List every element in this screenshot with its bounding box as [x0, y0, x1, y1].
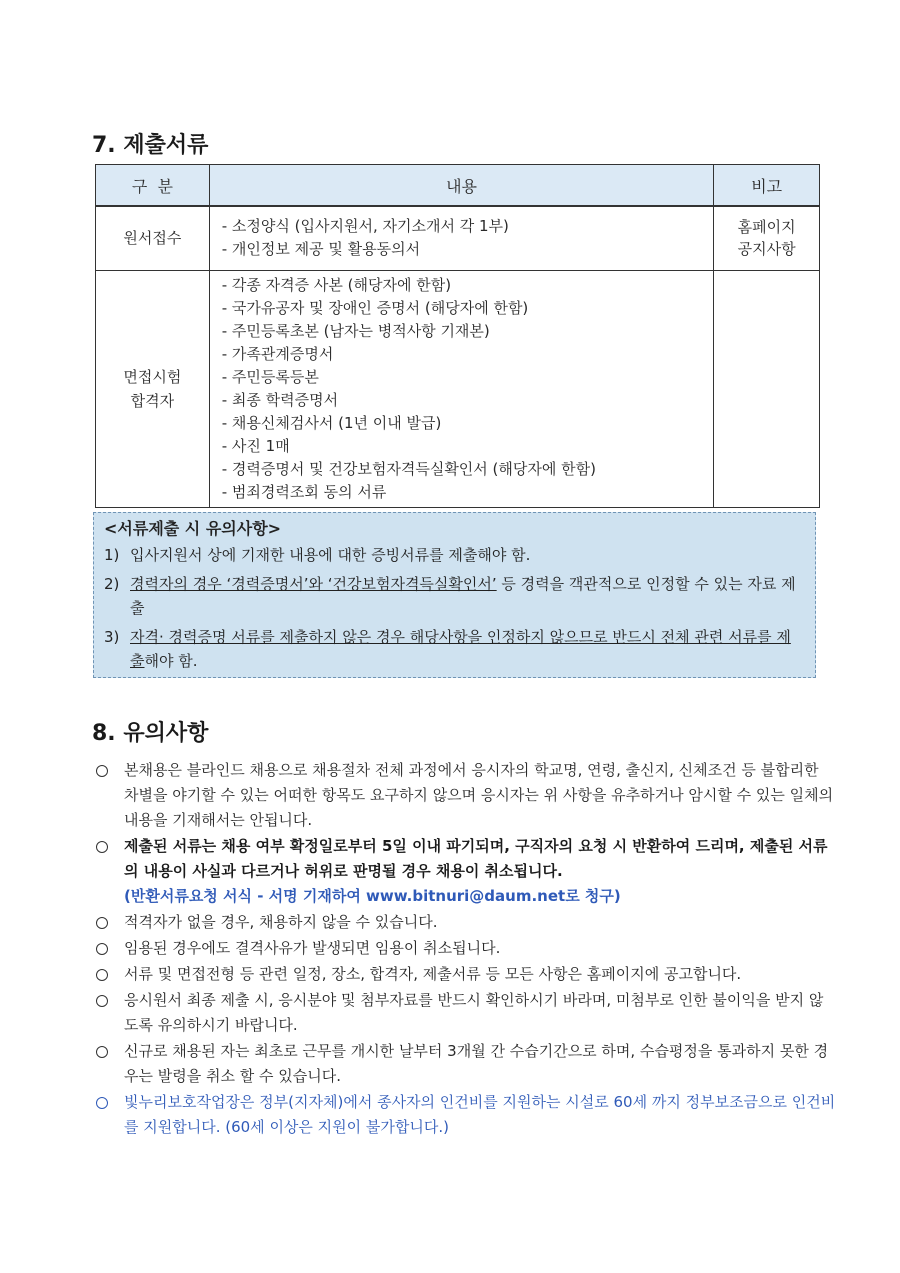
row-note-line: 공지사항 [737, 240, 796, 259]
header-content: 내용 [209, 165, 714, 207]
notice-text: 등 경력을 객관적으로 인정할 수 있는 자료 제출 [130, 575, 796, 617]
list-item: - 주민등록등본 [221, 367, 319, 386]
notice-text: 제출된 서류는 채용 여부 확정일로부터 5일 이내 파기되며, 구직자의 요청 시 반환하여 드리며, 제출된 서류의 내용이 사실과 다르거나 허위로 판명될 경우 채용이 취소됩니다. [124, 837, 828, 880]
list-item: - 국가유공자 및 장애인 증명서 (해당자에 한함) [221, 298, 529, 317]
return-request-note: (반환서류요청 서식 - 서명 기재하여 www.bitnuri@daum.net로 청구) [124, 887, 621, 905]
notice-text: 서류 및 면접전형 등 관련 일정, 장소, 합격자, 제출서류 등 모든 사항은 홈페이지에 공고합니다. [124, 965, 742, 983]
list-item [96, 936, 836, 961]
list-item: - 채용신체검사서 (1년 이내 발급) [221, 413, 442, 432]
row-category-line: 원서접수 [123, 229, 182, 248]
notice-text: 해야 함. [144, 652, 198, 670]
notice-item [104, 625, 805, 673]
list-item: - 범죄경력조회 동의 서류 [221, 482, 387, 501]
notice-text: 본채용은 블라인드 채용으로 채용절차 전체 과정에서 응시자의 학교명, 연령, 출신지, 신체조건 등 불합리한 차별을 야기할 수 있는 어떠한 항목도 요구하지 않으며 응시자는 위 사항을 유추하거나 암시할 수 있는 일체의 내용을 기재해서는 안됩니다. [124, 761, 834, 829]
row-category-line: 면접시험 [123, 367, 182, 386]
notice-item [104, 543, 805, 567]
list-item: - 가족관계증명서 [221, 344, 334, 363]
section-7-title: 7. 제출서류 [92, 133, 209, 158]
notice-number: 2) [104, 575, 120, 593]
list-item [96, 834, 836, 909]
header-note: 비고 [714, 165, 820, 207]
notice-text: 빛누리보호작업장은 정부(지자체)에서 종사자의 인건비를 지원하는 시설로 60세 까지 정부보조금으로 인건비를 지원합니다. (60세 이상은 지원이 불가합니다.) [124, 1093, 836, 1136]
notice-text-underlined: 경력자의 경우 ‘경력증명서’와 ‘건강보험자격득실확인서’ [130, 575, 497, 593]
list-item: - 사진 1매 [221, 436, 290, 455]
list-item: - 개인정보 제공 및 활용동의서 [221, 240, 421, 259]
notice-number: 1) [104, 546, 120, 564]
list-item: - 경력증명서 및 건강보험자격득실확인서 (해당자에 한함) [221, 459, 596, 478]
row-note [714, 206, 820, 270]
notice-text: 입사지원서 상에 기재한 내용에 대한 증빙서류를 제출해야 함. [130, 546, 531, 564]
circle-bullet-icon [96, 1046, 108, 1058]
header-category: 구 분 [96, 165, 210, 207]
row-note-line: 홈페이지 [737, 218, 796, 237]
table-row [96, 270, 820, 507]
row-category-line: 합격자 [130, 391, 175, 410]
list-item [96, 988, 836, 1038]
notices-list [96, 758, 836, 1141]
notice-text-underlined: 자격· 경력증명 서류를 제출하지 않은 경우 해당사항을 인정하지 않으므로 반드시 전체 관련 서류를 제출 [130, 628, 791, 670]
notice-box-title: <서류제출 시 유의사항> [104, 519, 282, 538]
section-8-title: 8. 유의사항 [92, 721, 209, 746]
circle-bullet-icon [96, 969, 108, 981]
notice-text: 임용된 경우에도 결격사유가 발생되면 임용이 취소됩니다. [124, 939, 501, 957]
list-item: - 각종 자격증 사본 (해당자에 한함) [221, 275, 452, 294]
table-header-row [96, 165, 820, 207]
notice-text: 적격자가 없을 경우, 채용하지 않을 수 있습니다. [124, 913, 438, 931]
list-item [96, 962, 836, 987]
row-content [209, 270, 714, 507]
list-item [96, 1039, 836, 1089]
notice-text: 신규로 채용된 자는 최초로 근무를 개시한 날부터 3개월 간 수습기간으로 하며, 수습평정을 통과하지 못한 경우는 발령을 취소 할 수 있습니다. [124, 1042, 829, 1085]
notice-item [104, 572, 805, 620]
circle-bullet-icon [96, 1097, 108, 1109]
notice-text: 응시원서 최종 제출 시, 응시분야 및 첨부자료를 반드시 확인하시기 바라며, 미첨부로 인한 불이익을 받지 않도록 유의하시기 바랍니다. [124, 991, 824, 1034]
row-content [209, 206, 714, 270]
list-item [96, 1090, 836, 1140]
row-category [96, 206, 210, 270]
list-item [96, 758, 836, 833]
list-item: - 주민등록초본 (남자는 병적사항 기재본) [221, 321, 490, 340]
list-item: - 소정양식 (입사지원서, 자기소개서 각 1부) [221, 217, 509, 236]
circle-bullet-icon [96, 765, 108, 777]
row-note-empty [714, 270, 820, 507]
circle-bullet-icon [96, 943, 108, 955]
circle-bullet-icon [96, 995, 108, 1007]
list-item [96, 910, 836, 935]
document-notice-box [93, 512, 816, 678]
table-row [96, 206, 820, 270]
row-category [96, 270, 210, 507]
documents-table [95, 164, 820, 508]
circle-bullet-icon [96, 841, 108, 853]
notice-number: 3) [104, 628, 120, 646]
list-item: - 최종 학력증명서 [221, 390, 339, 409]
circle-bullet-icon [96, 917, 108, 929]
